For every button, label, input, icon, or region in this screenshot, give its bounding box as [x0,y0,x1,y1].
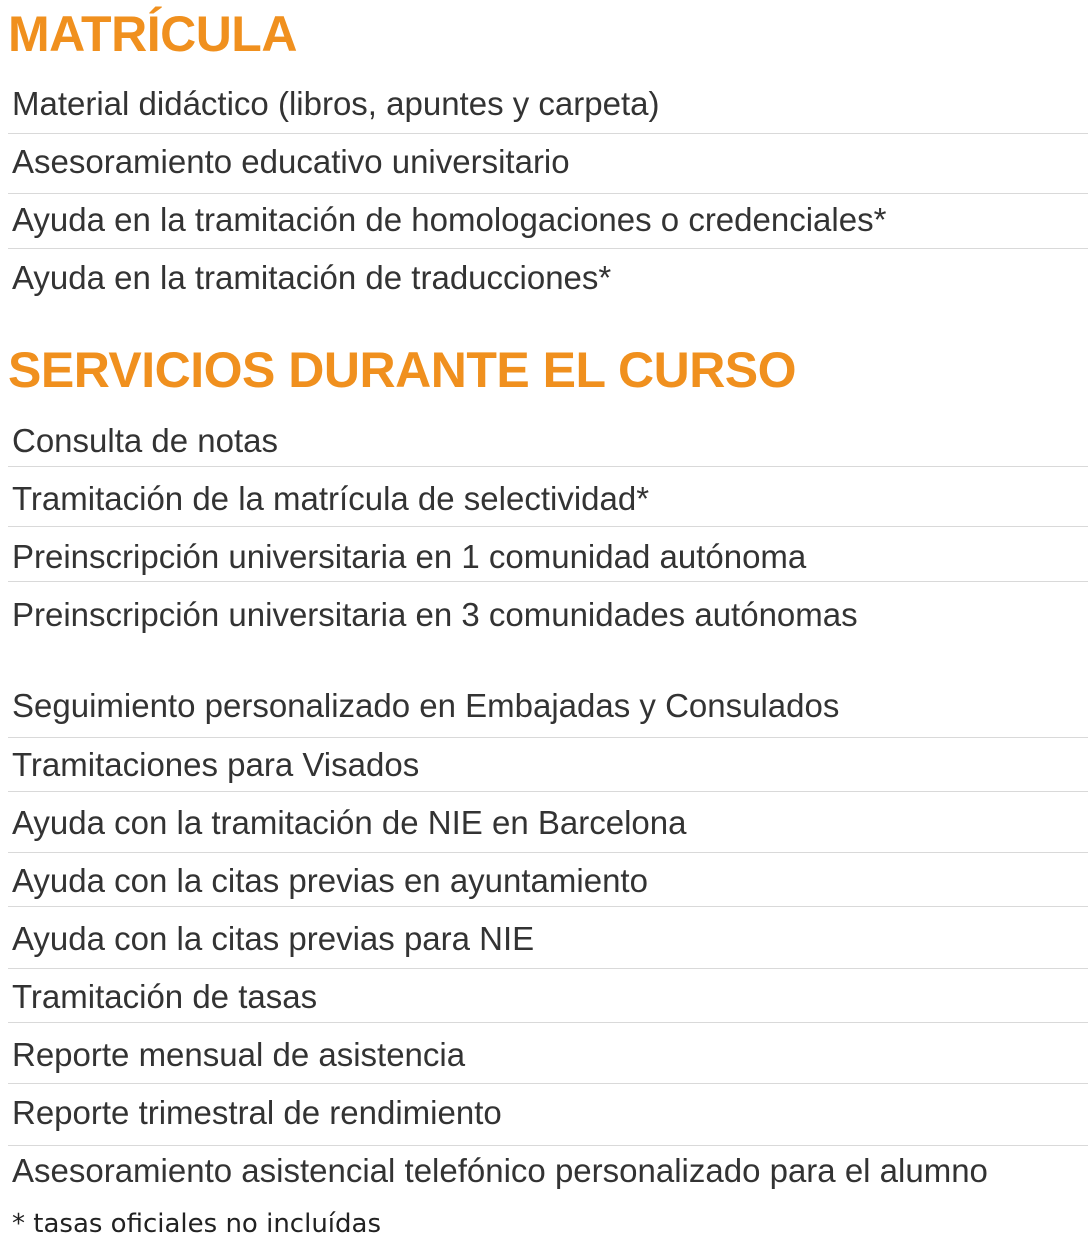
list-item: Asesoramiento asistencial telefónico personalizado para el alumno [12,1152,988,1189]
divider [8,852,1088,853]
list-item: Preinscripción universitaria en 3 comunidades autónomas [12,596,858,633]
divider [8,1022,1088,1023]
divider [8,968,1088,969]
list-item: Ayuda con la citas previas para NIE [12,920,535,957]
list-item: Reporte mensual de asistencia [12,1036,466,1073]
list-item: Ayuda en la tramitación de homologaciones o credenciales* [12,201,887,238]
list-item: Ayuda en la tramitación de traducciones* [12,259,612,296]
list-item: Ayuda con la citas previas en ayuntamiento [12,862,648,899]
list-item: Ayuda con la tramitación de NIE en Barcelona [12,804,687,841]
divider [8,526,1088,527]
section-title-matricula: MATRÍCULA [8,6,297,62]
divider [8,791,1088,792]
list-item: Seguimiento personalizado en Embajadas y Consulados [12,687,840,724]
list-item: Asesoramiento educativo universitario [12,143,570,180]
section-title-servicios: SERVICIOS DURANTE EL CURSO [8,342,797,398]
list-item: Reporte trimestral de rendimiento [12,1094,502,1131]
divider [8,248,1088,249]
divider [8,1083,1088,1084]
footnote: * tasas oficiales no incluídas [12,1209,382,1239]
list-item: Preinscripción universitaria en 1 comunidad autónoma [12,538,807,575]
list-item: Consulta de notas [12,422,279,459]
divider [8,466,1088,467]
divider [8,581,1088,582]
list-item: Tramitación de la matrícula de selectividad* [12,480,650,517]
divider [8,193,1088,194]
list-item: Tramitaciones para Visados [12,746,420,783]
divider [8,133,1088,134]
list-item: Tramitación de tasas [12,978,318,1015]
divider [8,737,1088,738]
divider [8,1145,1088,1146]
list-item: Material didáctico (libros, apuntes y carpeta) [12,85,660,122]
divider [8,906,1088,907]
